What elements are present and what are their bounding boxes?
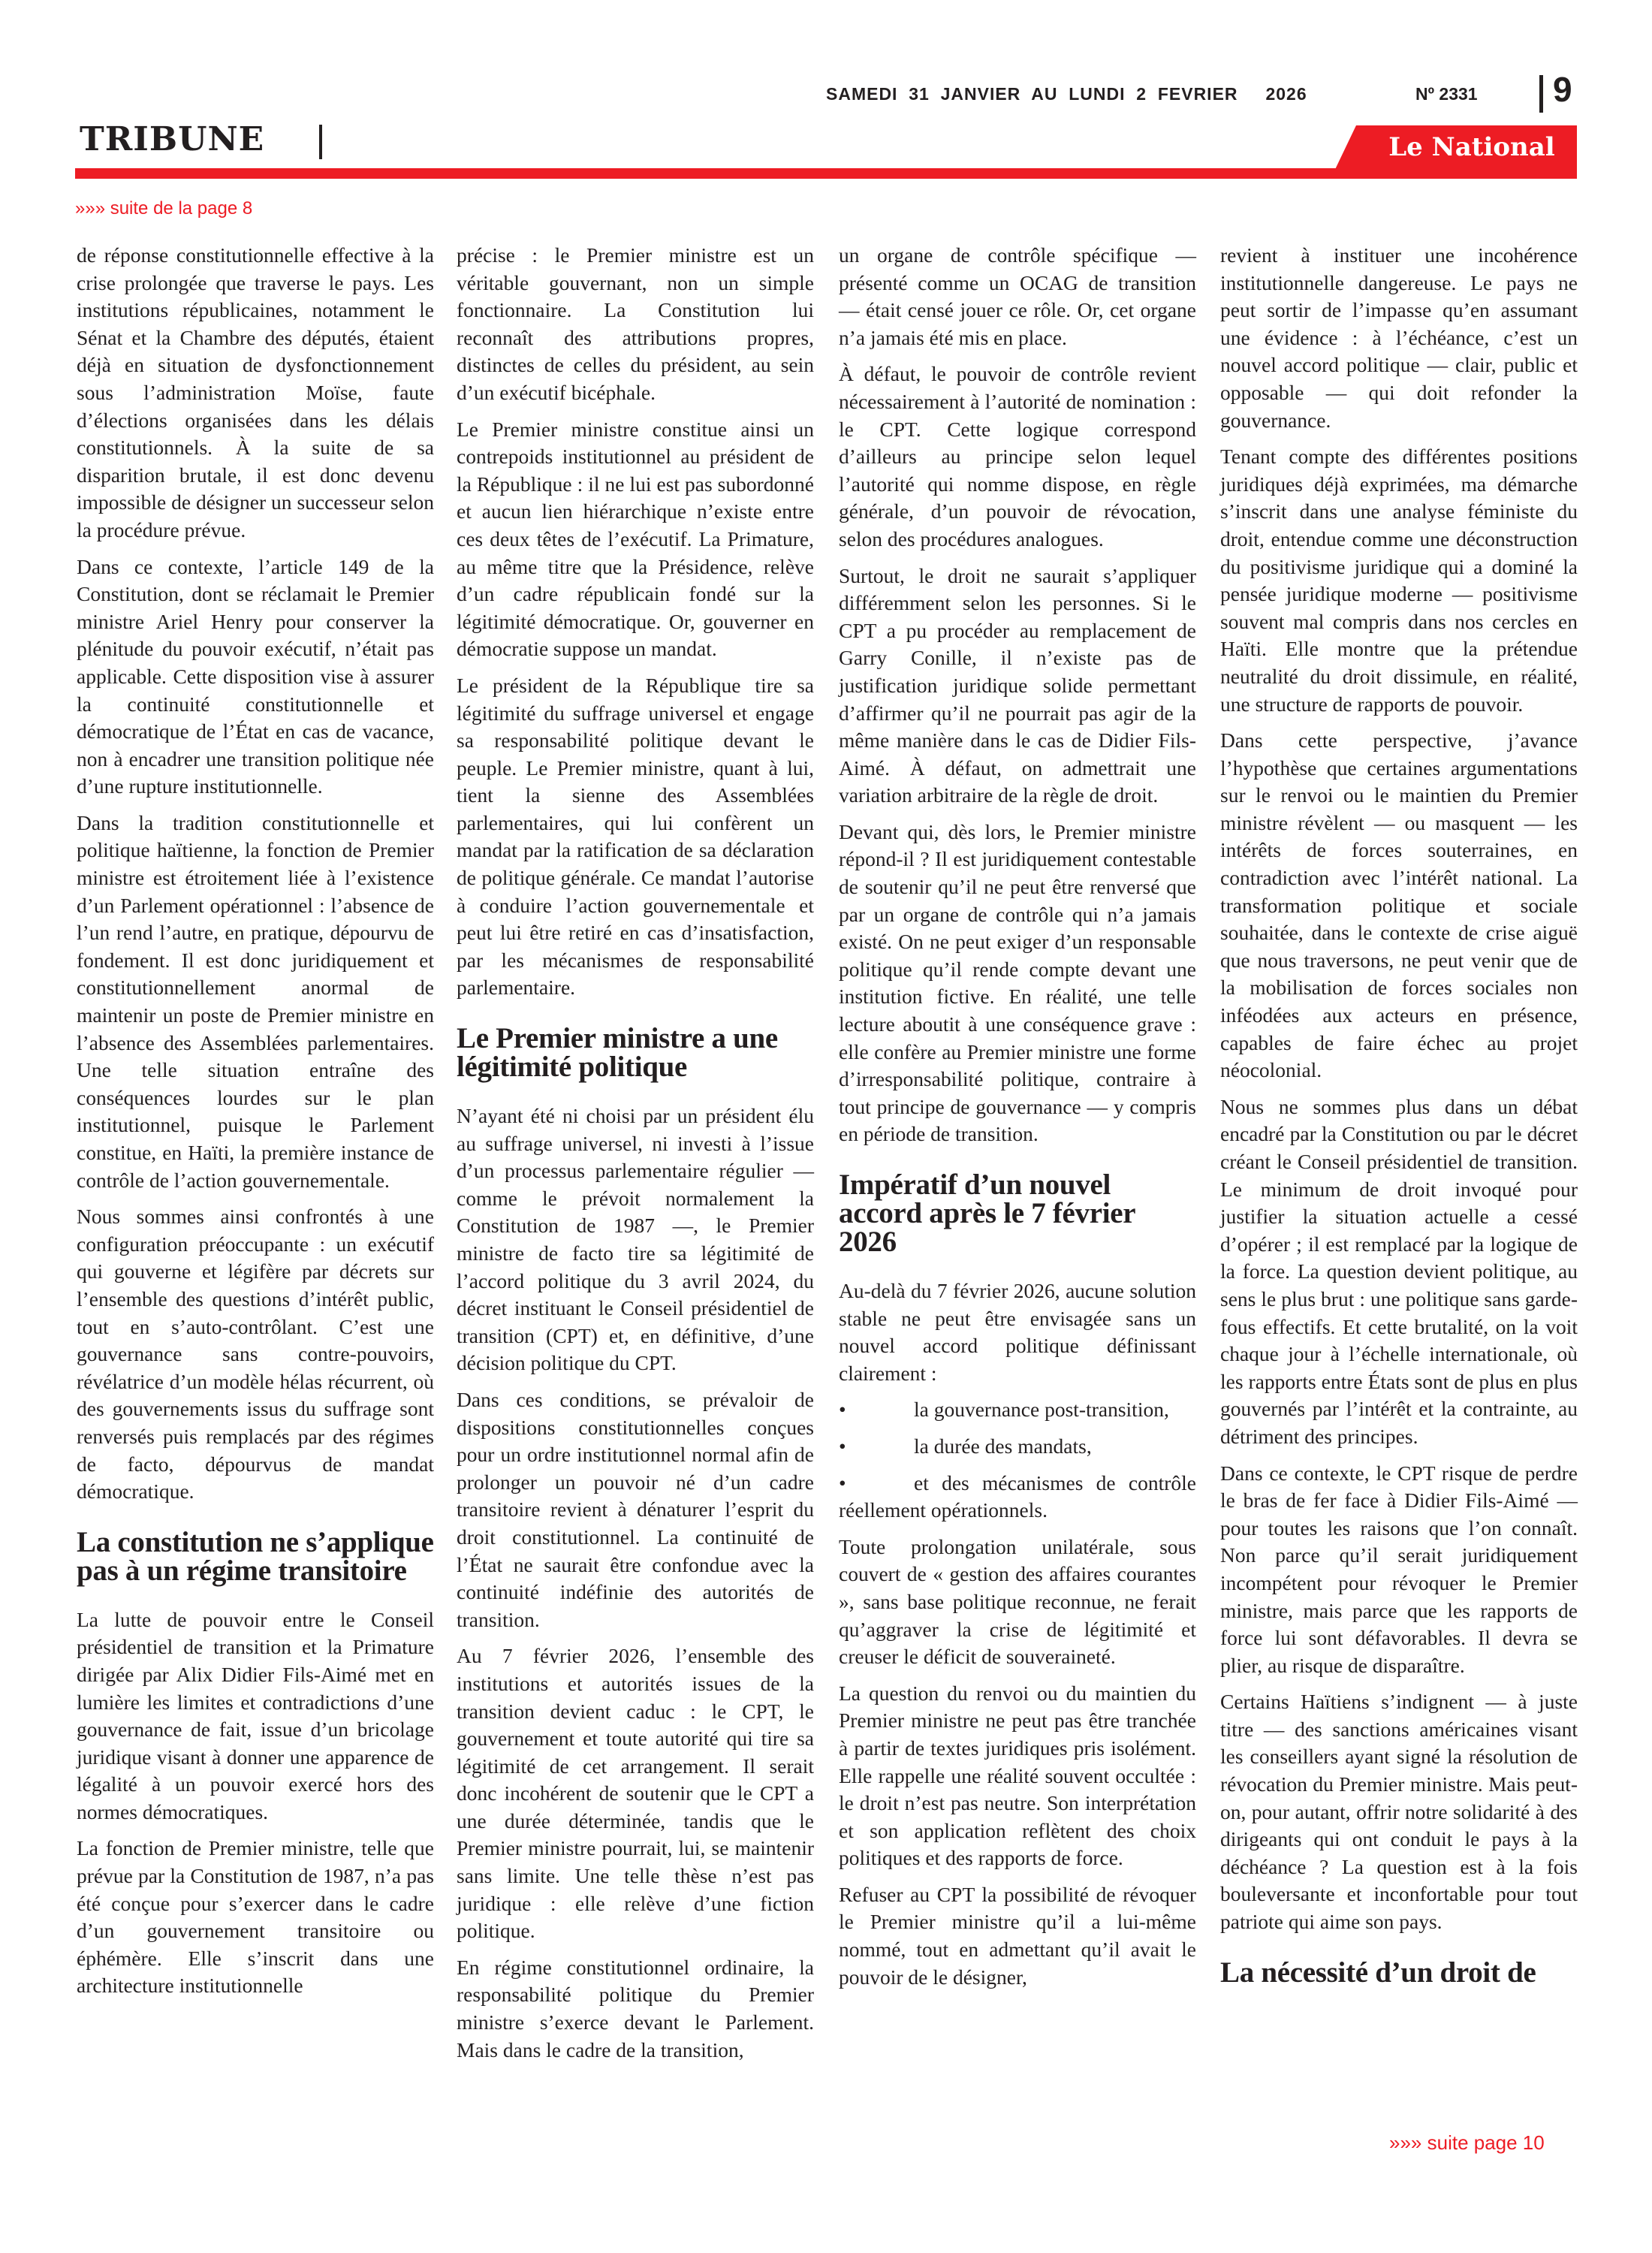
issue-number: Nº 2331 <box>1415 84 1478 104</box>
section-divider <box>319 125 322 159</box>
bullet-icon: • <box>839 1470 846 1494</box>
bullet-icon: • <box>839 1398 846 1422</box>
article-paragraph: un organe de contrôle spécifique — présenté comme un OCAG de transition — était censé jouer ce rôle. Or, cet organe n’a jamais été mis en place. <box>839 243 1196 349</box>
article-column-1 <box>77 242 434 2009</box>
article-paragraph: La fonction de Premier ministre, telle que prévue par la Constitution de 1987, n’a pas été conçue pour s’exercer dans le cadre d’un gouvernement transitoire ou éphémère. Elle s’inscrit dans une architecture institutionnelle <box>77 1836 434 1998</box>
page-number-divider <box>1539 75 1543 113</box>
bullet-list <box>839 1396 1196 1524</box>
article-paragraph: Nous ne sommes plus dans un débat encadré par la Constitution ou par le décret créant le Conseil présidentiel de transition. Le minimum de droit invoqué pour justifier la situation actuelle a cessé d’opérer ; il est remplacé par la logique de la force. La question devient politique, au sens le plus brut : une politique sans garde-fous effectifs. Et cette brutalité, on la voit chaque jour à l’échelle internationale, où les rapports entre États sont de plus en plus gouvernés par l’intérêt et la contrainte, au détriment des principes. <box>1220 1094 1578 1448</box>
article-paragraph: Dans la tradition constitutionnelle et politique haïtienne, la fonction de Premier ministre est étroitement liée à l’existence d’un Parlement opérationnel : l’absence de l’un rend l’autre, en pratique, dépourvu de fondement. Il est donc juridiquement et constitutionnellement anormal de maintenir un poste de Premier ministre en l’absence des Assemblées parlementaires. Une telle situation entraîne des conséquences lourdes sur le plan institutionnel, puisque le Parlement constitue, en Haïti, la première instance de contrôle de l’action gouvernementale. <box>77 810 434 1192</box>
article-paragraph: Dans ces conditions, se prévaloir de dispositions constitutionnelles conçues pour un ordre institutionnel normal afin de prolonger un pouvoir né d’un cadre transitoire revient à dénaturer l’esprit du droit constitutionnel. La continuité de l’État ne saurait être confondue avec la continuité indéfinie des autorités de transition. <box>457 1387 814 1631</box>
article-paragraph: revient à instituer une incohérence institutionnelle dangereuse. Le pays ne peut sortir de l’impasse qu’en assumant une évidence : à l’échéance, c’est un nouvel accord politique — clair, public et opposable — qui doit refonder la gouvernance. <box>1220 243 1578 432</box>
article-paragraph: Le président de la République tire sa légitimité du suffrage universel et engage sa responsabilité politique devant le peuple. Le Premier ministre, quant à lui, tient la sienne des Assemblées parlementaires, qui lui confèrent un mandat par la ratification de sa déclaration de politique générale. Ce mandat l’autorise à conduire l’action gouvernementale et peut lui être retiré en cas d’insatisfaction, par les mécanismes de responsabilité parlementaire. <box>457 673 814 1000</box>
bullet-icon: • <box>839 1434 846 1458</box>
article-paragraph: En régime constitutionnel ordinaire, la responsabilité politique du Premier ministre s’exerce devant le Parlement. Mais dans le cadre de la transition, <box>457 1955 814 2061</box>
bullet-list-item <box>839 1396 1196 1424</box>
article-paragraph: À défaut, le pouvoir de contrôle revient nécessairement à l’autorité de nomination : le CPT. Cette logique correspond d’ailleurs au principe selon lequel l’autorité qui nomme dispose, en règle générale, d’un pouvoir de révocation, selon des procédures analogues. <box>839 362 1196 550</box>
article-paragraph: Refuser au CPT la possibilité de révoquer le Premier ministre qu’il a lui-même nommé, tout en admettant qu’il avait le pouvoir de le désigner, <box>839 1882 1196 1989</box>
newspaper-logo: Le National <box>1388 132 1555 162</box>
article-column-3 <box>839 242 1196 2000</box>
article-column-2 <box>457 242 814 2073</box>
article-paragraph: Au 7 février 2026, l’ensemble des institutions et autorités issues de la transition devient caduc : le CPT, le gouvernement et toute autorité qui tire sa légitimité de cet arrangement. Il serait donc incohérent de soutenir que le CPT a une durée déterminée, tandis que le Premier ministre pourrait, lui, se maintenir sans limite. Une telle thèse n’est pas juridique : elle relève d’une fiction politique. <box>457 1644 814 1943</box>
article-paragraph: Au-delà du 7 février 2026, aucune solution stable ne peut être envisagée sans un nouvel accord politique définissant clairement : <box>839 1279 1196 1385</box>
article-paragraph: Dans ce contexte, l’article 149 de la Constitution, dont se réclamait le Premier ministre Ariel Henry pour conserver la plénitude du pouvoir exécutif, n’était pas applicable. Cette disposition vise à assurer la continuité constitutionnelle et démocratique de l’État en cas de vacance, non à encadrer une transition politique née d’une rupture institutionnelle. <box>77 554 434 798</box>
continued-to-link[interactable]: »»» suite page 10 <box>1389 2131 1545 2154</box>
article-paragraph: Devant qui, dès lors, le Premier ministre répond-il ? Il est juridiquement contestable de soutenir qu’il ne peut être renversé que par un organe de contrôle qui n’a jamais existé. On ne peut exiger d’un responsable politique qu’il rende compte devant une institution fictive. En réalité, une telle lecture aboutit à une conséquence grave : elle confère au Premier ministre une forme d’irresponsabilité politique, contraire à tout principe de gouvernance — y compris en période de transition. <box>839 819 1196 1146</box>
bullet-list-item <box>839 1433 1196 1461</box>
bullet-text: la durée des mandats, <box>914 1434 1092 1458</box>
article-column-4 <box>1220 242 1578 2008</box>
article-paragraph: Nous sommes ainsi confrontés à une configuration préoccupante : un exécutif qui gouverne et légifère par décrets sur l’ensemble des questions d’intérêt public, tout en s’auto-contrôlant. C’est une gouvernance sans contre-pouvoirs, révélatrice d’un modèle hélas récurrent, où des gouvernements issus du suffrage sont renversés puis remplacés par des régimes de facto, dépourvus de mandat démocratique. <box>77 1205 434 1504</box>
issue-date: SAMEDI 31 JANVIER AU LUNDI 2 FEVRIER 2026 <box>826 84 1307 104</box>
bullet-text: la gouvernance post-transition, <box>914 1398 1169 1422</box>
article-paragraph: Certains Haïtiens s’indignent — à juste titre — des sanctions américaines visant les conseillers ayant signé la résolution de révocation du Premier ministre. Mais peut-on, pour autant, offrir notre solidarité à des dirigeants qui ont conduit le pays à la déchéance ? La question est à la fois bouleversante et inconfortable pour tout patriote qui aime son pays. <box>1220 1690 1578 1934</box>
section-heading: Impératif d’un nouvel accord après le 7 février 2026 <box>839 1169 1135 1258</box>
article-paragraph: Tenant compte des différentes positions juridiques déjà exprimées, ma démarche s’inscrit dans une analyse féministe du droit, entendue comme une déconstruction du positivisme juridique qui a dominé la pensée juridique moderne — positivisme souvent mal compris dans nos cercles en Haïti. Elle montre que la prétendue neutralité du droit dissimule, en réalité, une structure de rapports de pouvoir. <box>1220 445 1578 716</box>
article-paragraph: précise : le Premier ministre est un véritable gouvernant, non un simple fonctionnaire. La Constitution lui reconnaît des attributions propres, distinctes de celles du président, au sein d’un exécutif bicéphale. <box>457 243 814 404</box>
article-paragraph: N’ayant été ni choisi par un président élu au suffrage universel, ni investi à l’issue d’un processus parlementaire régulier — comme le prévoit normalement la Constitution de 1987 —, le Premier ministre de facto tire sa légitimité de l’accord politique du 3 avril 2024, du décret instituant le Conseil présidentiel de transition (CPT) et, en définitive, d’une décision politique du CPT. <box>457 1104 814 1375</box>
article-paragraph: Le Premier ministre constitue ainsi un contrepoids institutionnel au président de la République : il ne lui est pas subordonné et aucun lien hiérarchique n’existe entre ces deux têtes de l’exécutif. La Primature, au même titre que la Présidence, relève d’un cadre républicain fondé sur la légitimité démocratique. Or, gouverner en démocratie suppose un mandat. <box>457 417 814 661</box>
section-heading: La nécessité d’un droit de <box>1220 1956 1536 1989</box>
section-title: TRIBUNE <box>80 120 265 158</box>
article-paragraph: de réponse constitutionnelle effective à la crise prolongée que traverse le pays. Les institutions républicaines, notamment le Sénat et la Chambre des députés, étaient déjà en situation de dysfonctionnement sous l’administration Moïse, faute d’élections organisées dans les délais constitutionnels. À la suite de sa disparition brutale, il est donc devenu impossible de désigner un successeur selon la procédure prévue. <box>77 243 434 541</box>
article-paragraph: La question du renvoi ou du maintien du Premier ministre ne peut pas être tranchée à partir de textes juridiques pris isolément. Elle rappelle une réalité souvent occultée : le droit n’est pas neutre. Son interprétation et son application reflètent des choix politiques et des rapports de force. <box>839 1681 1196 1870</box>
article-paragraph: Dans cette perspective, j’avance l’hypothèse que certaines argumentations sur le renvoi ou le maintien du Premier ministre révèlent — ou masquent — les intérêts de forces souterraines, en contradiction avec l’intérêt national. La transformation politique et sociale souhaitée, dans le contexte de crise aiguë que nous traversons, ne peut venir que de la mobilisation de forces sociales non inféodées aux acteurs en présence, capables de faire échec au projet néocolonial. <box>1220 728 1578 1082</box>
page-number: 9 <box>1553 70 1572 109</box>
article-paragraph: Toute prolongation unilatérale, sous couvert de « gestion des affaires courantes », sans base politique reconnue, ne ferait qu’aggraver la crise de légitimité et creuser le déficit de souveraineté. <box>839 1534 1196 1669</box>
section-heading: La constitution ne s’applique pas à un régime transitoire <box>77 1525 434 1587</box>
article-paragraph: La lutte de pouvoir entre le Conseil présidentiel de transition et la Primature dirigée par Alix Didier Fils-Aimé met en lumière les limites et contradictions d’une gouvernance de fait, issue d’un bricolage juridique visant à donner une apparence de légalité à un pouvoir exercé hors des normes démocratiques. <box>77 1607 434 1823</box>
bullet-list-item <box>839 1470 1196 1525</box>
continued-from-link[interactable]: »»» suite de la page 8 <box>75 198 253 219</box>
article-paragraph: Dans ce contexte, le CPT risque de perdre le bras de fer face à Didier Fils-Aimé — pour toutes les raisons que l’on connaît. Non parce qu’il serait juridiquement incompétent pour révoquer le Premier ministre, mais parce que les rapports de force lui sont défavorables. Il devra se plier, au risque de disparaître. <box>1220 1461 1578 1677</box>
bullet-text: et des mécanismes de contrôle réellement opérationnels. <box>839 1470 1196 1522</box>
section-heading: Le Premier ministre a une légitimité politique <box>457 1022 778 1084</box>
article-paragraph: Surtout, le droit ne saurait s’appliquer différemment selon les personnes. Si le CPT a pu procéder au remplacement de Garry Conille, il n’existe pas de justification juridique solide permettant d’affirmer qu’il ne pourrait pas agir de la même manière dans le cas de Didier Fils-Aimé. À défaut, on admettrait une variation arbitraire de la règle de droit. <box>839 563 1196 807</box>
